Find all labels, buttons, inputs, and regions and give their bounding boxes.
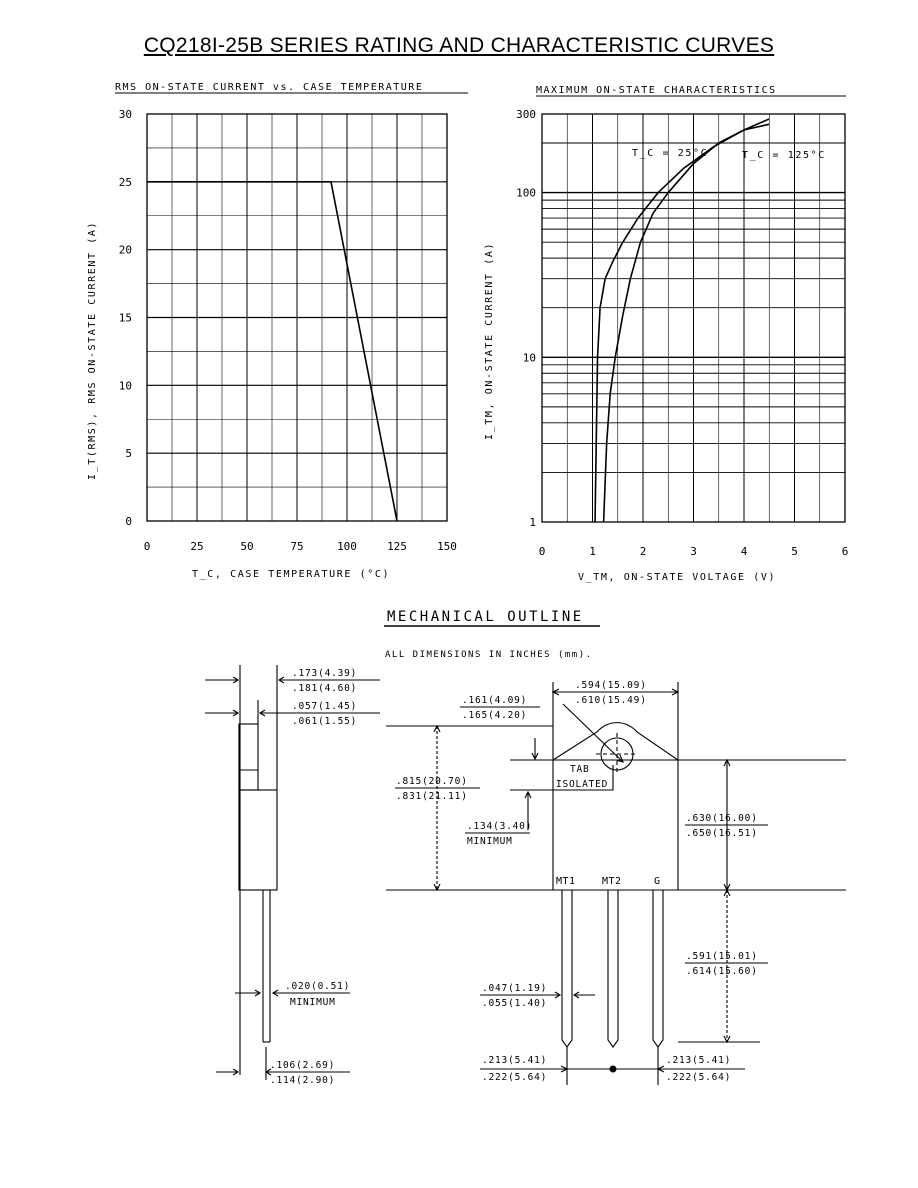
pin-mt1: MT1 (556, 876, 576, 887)
chart1-xtick-label: 125 (387, 540, 407, 553)
chart1-xtick-label: 75 (290, 540, 304, 553)
dim-610: .610(15.49) (575, 695, 647, 706)
chart1-xlabel: T_C, CASE TEMPERATURE (°C) (192, 569, 391, 580)
chart1-ytick-label: 30 (118, 108, 132, 121)
chart2-xtick-label: 0 (538, 545, 546, 558)
tab-label: TAB (570, 764, 590, 775)
chart1-ytick-label: 0 (125, 515, 132, 528)
dim-173: .173(4.39) (292, 668, 358, 679)
dim-106: .106(2.69) (270, 1060, 336, 1071)
chart2-title: MAXIMUM ON-STATE CHARACTERISTICS (536, 85, 777, 96)
chart2-xtick-label: 5 (791, 545, 798, 558)
page-title: CQ218I-25B SERIES RATING AND CHARACTERISTIC CURVES (143, 34, 775, 57)
mechanical-title: MECHANICAL OUTLINE (387, 609, 584, 625)
dim-165: .165(4.20) (462, 710, 528, 721)
chart1-ytick-label: 25 (118, 175, 132, 189)
dim-222-right: .222(5.64) (666, 1072, 732, 1083)
chart1-ytick-label: 15 (118, 311, 132, 325)
pin-mt2: MT2 (602, 876, 622, 887)
pin-g: G (654, 876, 661, 887)
chart1-xtick-label: 0 (143, 540, 151, 553)
chart2-xlabel: V_TM, ON-STATE VOLTAGE (V) (578, 572, 777, 583)
chart1-ytick-label: 20 (118, 243, 132, 257)
chart2-ytick-label: 10 (522, 351, 536, 365)
chart2-ytick-label: 1 (529, 516, 536, 529)
chart2-xtick-label: 3 (690, 545, 697, 558)
dim-591: .591(15.01) (686, 951, 758, 962)
chart1-ylabel: I_T(RMS), RMS ON-STATE CURRENT (A) (87, 220, 98, 480)
chart1-xtick-label: 25 (190, 540, 204, 553)
series-label-tc25: T_C = 25°C (632, 148, 709, 159)
dim-134: .134(3.40) (467, 821, 533, 832)
dim-614: .614(15.60) (686, 966, 758, 977)
dim-061: .061(1.55) (292, 716, 358, 727)
dim-020-minimum: MINIMUM (290, 997, 336, 1008)
chart1-ytick-label: 10 (118, 379, 132, 393)
chart2-xtick-label: 1 (589, 545, 596, 558)
dim-055: .055(1.40) (482, 998, 548, 1009)
dim-020: .020(0.51) (285, 981, 351, 992)
chart1-title: RMS ON-STATE CURRENT vs. CASE TEMPERATURE (115, 82, 424, 93)
dim-114: .114(2.90) (270, 1075, 336, 1086)
chart1-xtick-label: 100 (337, 540, 357, 553)
dim-134-minimum: MINIMUM (467, 836, 513, 847)
series-label-tc125: T_C = 125°C (742, 150, 826, 161)
chart2-xtick-label: 2 (639, 545, 647, 558)
dim-594: .594(15.09) (575, 680, 647, 691)
dim-815: .815(20.70) (396, 776, 468, 787)
dim-057: .057(1.45) (292, 701, 358, 712)
dim-213-right: .213(5.41) (666, 1055, 732, 1066)
chart1-ytick-label: 5 (125, 447, 132, 461)
chart2-ylabel: I_TM, ON-STATE CURRENT (A) (484, 241, 495, 440)
chart2-xtick-label: 4 (740, 545, 748, 558)
chart2-ytick-label: 100 (516, 186, 536, 200)
dim-630: .630(16.00) (686, 813, 758, 824)
dim-161: .161(4.09) (462, 695, 528, 706)
dim-831: .831(21.11) (396, 791, 468, 802)
isolated-label: ISOLATED (556, 779, 609, 790)
dim-222-left: .222(5.64) (482, 1072, 548, 1083)
dim-213-left: .213(5.41) (482, 1055, 548, 1066)
chart1-xtick-label: 50 (240, 540, 254, 553)
chart2-ytick-label: 300 (516, 108, 536, 121)
dimensions-note: ALL DIMENSIONS IN INCHES (mm). (385, 650, 593, 660)
chart2-xtick-label: 6 (841, 545, 849, 558)
dim-047: .047(1.19) (482, 983, 548, 994)
dim-650: .650(16.51) (686, 828, 758, 839)
chart1-xtick-label: 150 (437, 540, 457, 553)
dim-181: .181(4.60) (292, 683, 358, 694)
